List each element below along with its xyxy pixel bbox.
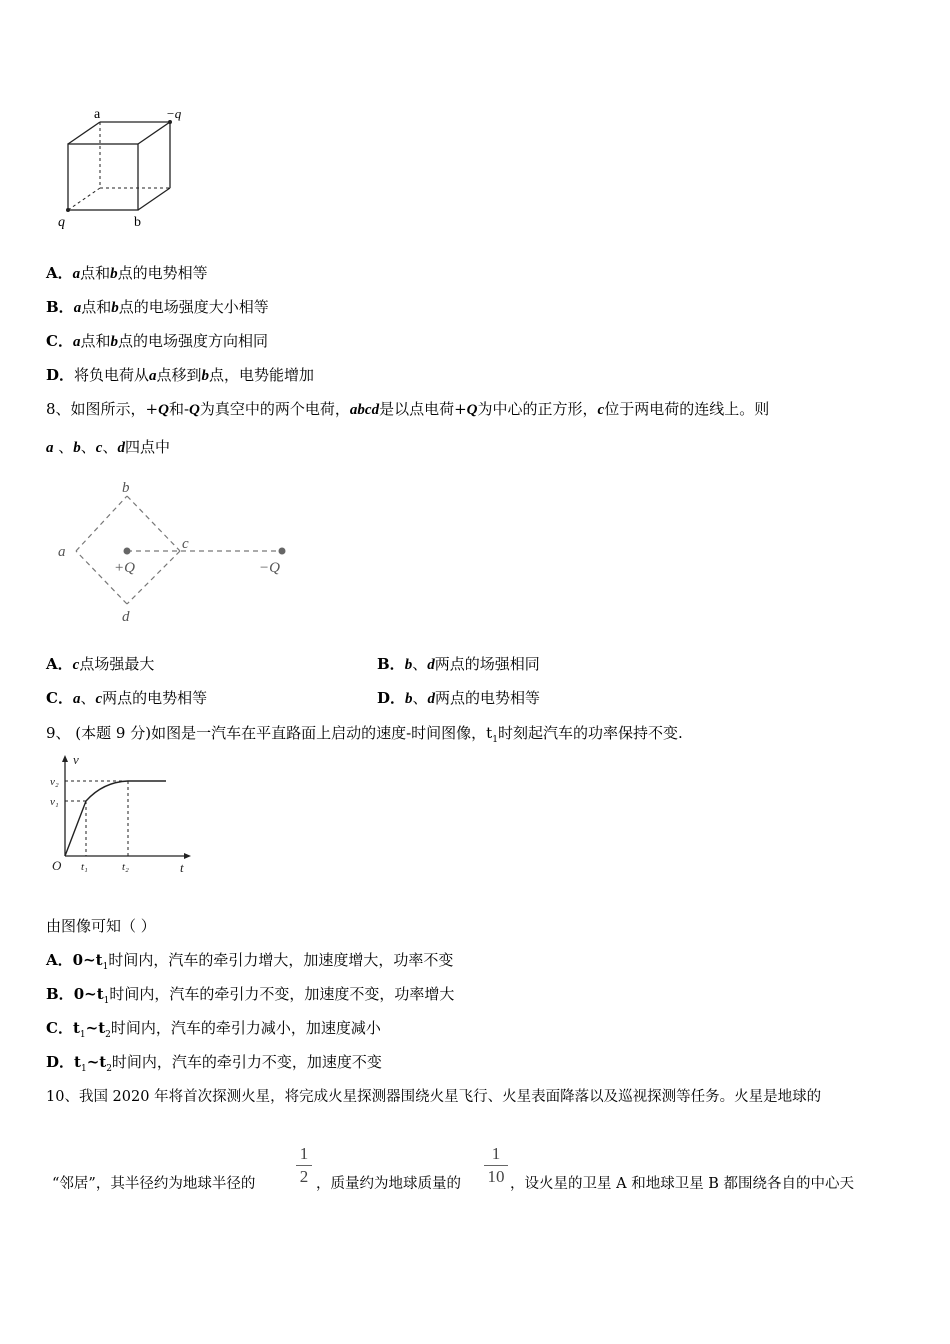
square-edge	[127, 551, 180, 604]
q8-option-c: C．a、c两点的电势相等	[46, 689, 208, 707]
velocity-curve	[65, 781, 166, 856]
point-d-label: d	[122, 609, 130, 625]
q8-stem-line1: 8、如图所示，+Q和-Q为真空中的两个电荷，abcd是以点电荷+Q为中心的正方形，c位于两电荷的连线上。则	[46, 400, 770, 418]
plus-q-charge	[124, 548, 131, 555]
q10-stem-line1: 10、我国 2020 年将首次探测火星，将完成火星探测器围绕火星飞行、火星表面降落以及巡视探测等任务。火星是地球的	[46, 1089, 822, 1105]
t2-label: t₂	[122, 861, 129, 873]
charge-q-dot	[66, 208, 70, 212]
q10-stem-line2b: ，质量约为地球质量的	[316, 1176, 461, 1192]
velocity-time-graph	[48, 752, 198, 878]
q9-option-a: A．$0\sim t_1$时间内，汽车的牵引力增大，加速度增大，功率不变	[46, 951, 454, 972]
square-edge	[76, 551, 127, 604]
v1-label: v₁	[50, 796, 59, 808]
cube-figure	[50, 104, 200, 230]
cube-edge	[68, 122, 100, 144]
v2-label: v₂	[50, 776, 59, 788]
minus-q-charge	[279, 548, 286, 555]
q8-option-a: A．c点场强最大	[46, 655, 155, 673]
square-edge	[76, 496, 127, 551]
fraction-one-tenth: 1 10	[484, 1144, 508, 1187]
q9-option-c: C．$t_1\sim t_2$时间内，汽车的牵引力减小，加速度减小	[46, 1019, 381, 1040]
origin-label: O	[52, 858, 62, 873]
fraction-one-half: 1 2	[296, 1144, 312, 1187]
q9-option-d: D．$t_1\sim t_2$时间内，汽车的牵引力不变，加速度不变	[46, 1053, 382, 1074]
x-axis-arrow	[184, 853, 191, 859]
label-minus-q: −q	[166, 106, 182, 121]
q7-option-b: B．a点和b点的电场强度大小相等	[46, 298, 269, 316]
t-axis-label: t	[180, 860, 184, 875]
cube-front-face	[68, 144, 138, 210]
q8-stem-line2: a 、b、c、d四点中	[46, 438, 170, 456]
q7-option-d: D．将负电荷从a点移到b点，电势能增加	[46, 366, 315, 384]
y-axis-arrow	[62, 755, 68, 762]
q8-option-d: D．b、d两点的电势相等	[377, 689, 541, 707]
cube-hidden-edge	[68, 188, 100, 210]
q9-option-b: B．$0\sim t_1$时间内，汽车的牵引力不变，加速度不变，功率增大	[46, 985, 455, 1006]
label-q: q	[58, 215, 65, 230]
q7-option-a: A．a点和b点的电势相等	[46, 264, 208, 282]
q8-option-b: B．b、d两点的场强相同	[377, 655, 540, 673]
point-b-label: b	[122, 480, 130, 496]
t1-label: t₁	[81, 861, 88, 873]
q10-stem-line2c: ，设火星的卫星 A 和地球卫星 B 都围绕各自的中心天	[510, 1176, 855, 1192]
q9-prompt: 由图像可知（ ）	[46, 917, 156, 935]
q10-stem-line2a: “邻居”，其半径约为地球半径的	[52, 1176, 256, 1192]
point-a-label: a	[58, 544, 66, 560]
v-axis-label: v	[73, 752, 79, 767]
label-a: a	[94, 107, 101, 122]
charges-square-figure	[54, 478, 299, 626]
cube-edge	[138, 188, 170, 210]
label-b: b	[134, 215, 141, 230]
cube-edge	[138, 122, 170, 144]
plus-q-label: +Q	[114, 560, 135, 576]
square-edge	[127, 496, 180, 551]
q9-stem: 9、 (本题 9 分)如图是一汽车在平直路面上启动的速度-时间图像，$t_1$时刻起汽车的功率保持不变.	[46, 724, 683, 745]
point-c-label: c	[182, 536, 189, 552]
q7-option-c: C．a点和b点的电场强度方向相同	[46, 332, 268, 350]
minus-q-label: −Q	[259, 560, 280, 576]
